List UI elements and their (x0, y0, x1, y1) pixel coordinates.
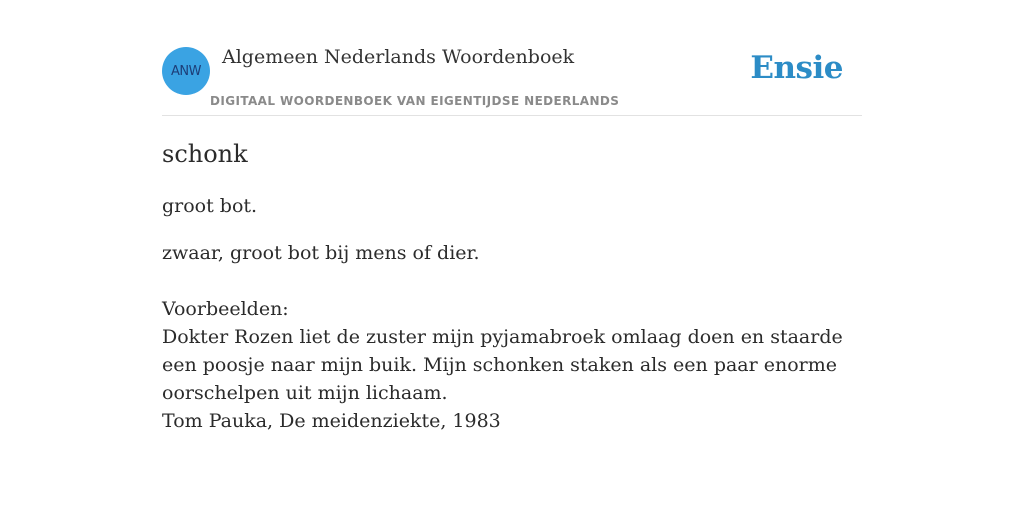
site-subtitle: DIGITAAL WOORDENBOEK VAN EIGENTIJDSE NEDERLANDS (210, 94, 620, 108)
headword: schonk (162, 140, 248, 168)
examples-section (162, 295, 872, 435)
examples-label: Voorbeelden: (162, 298, 289, 320)
example-source: Tom Pauka, De meidenziekte, 1983 (162, 410, 501, 432)
example-text: Dokter Rozen liet de zuster mijn pyjamabroek omlaag doen en staarde een poosje naar mijn buik. Mijn schonken staken als een paar enorme oorschelpen uit mijn lichaam. (162, 326, 843, 404)
short-definition: groot bot. (162, 195, 258, 217)
entry-content (162, 138, 872, 435)
long-definition: zwaar, groot bot bij mens of dier. (162, 242, 480, 264)
brand-logo[interactable]: Ensie (750, 50, 843, 86)
logo-text: ANW (171, 63, 201, 79)
anw-logo[interactable] (162, 47, 210, 95)
site-header (162, 40, 862, 116)
site-title[interactable]: Algemeen Nederlands Woordenboek (222, 46, 575, 68)
